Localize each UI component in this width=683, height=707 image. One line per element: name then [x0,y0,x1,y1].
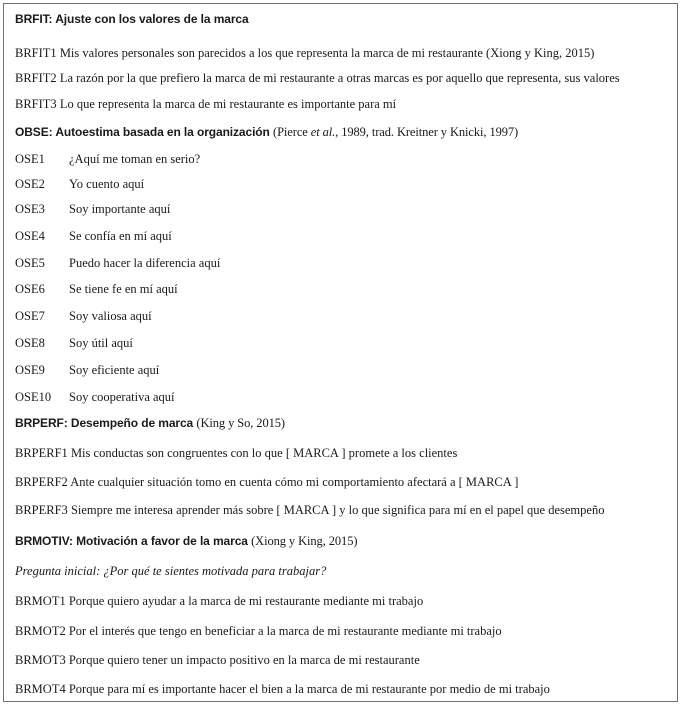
ose-item-7 [15,308,152,324]
item-text: Porque para mí es importante hacer el bien a la marca de mi restaurante por medio de mi trabajo [68,682,550,696]
item-text: Soy eficiente aquí [69,363,160,377]
item-text: Porque quiero ayudar a la marca de mi restaurante mediante mi trabajo [68,594,424,608]
brfit-item-1 [15,45,594,61]
item-code: OSE4 [15,229,45,243]
ose-item-6 [15,281,178,297]
brmot-item-2 [15,623,502,639]
item-text: Se confía en mí aquí [69,229,172,243]
brmot-item-4 [15,681,550,697]
brfit-item-2 [15,70,620,86]
item-code: BRMOT4 [15,682,66,696]
brmotiv-subtitle: Motivación a favor de la marca [76,534,248,548]
brmotiv-title: BRMOTIV: [15,534,73,548]
brmot-item-1 [15,593,423,609]
item-code: OSE6 [15,282,45,296]
obse-reference: (Pierce et al., 1989, trad. Kreitner y Knicki, 1997) [273,125,519,139]
item-text: Mis conductas son congruentes con lo que [ MARCA ] promete a los clientes [70,446,458,460]
brperf-item-2 [15,474,518,490]
ose-item-9 [15,362,159,378]
brfit-heading [15,11,249,27]
item-text: Soy importante aquí [69,202,171,216]
ose-item-4 [15,228,172,244]
item-code: OSE5 [15,256,45,270]
item-text: Soy cooperativa aquí [69,390,175,404]
item-text: Por el interés que tengo en beneficiar a la marca de mi restaurante mediante mi trabajo [68,624,502,638]
item-text: Mis valores personales son parecidos a los que representa la marca de mi restaurante (Xiong y King, 2015) [59,46,595,60]
item-code: BRPERF2 [15,475,68,489]
item-text: Puedo hacer la diferencia aquí [69,256,221,270]
brmotiv-question: Pregunta inicial: ¿Por qué te sientes motivada para trabajar? [15,564,327,578]
item-code: BRPERF3 [15,503,68,517]
brmotiv-heading [15,533,357,549]
item-code: OSE9 [15,363,45,377]
item-code: BRMOT2 [15,624,66,638]
item-code: OSE3 [15,202,45,216]
brperf-heading [15,415,285,431]
brfit-subtitle: Ajuste con los valores de la marca [55,12,249,26]
item-code: BRFIT2 [15,71,57,85]
item-code: OSE8 [15,336,45,350]
ose-item-1 [15,151,200,167]
ose-item-5 [15,255,220,271]
item-code: OSE7 [15,309,45,323]
brmot-item-3 [15,652,420,668]
brperf-reference: (King y So, 2015) [196,416,285,430]
obse-subtitle: Autoestima basada en la organización [55,125,270,139]
item-code: BRMOT3 [15,653,66,667]
item-text: Porque quiero tener un impacto positivo en la marca de mi restaurante [68,653,420,667]
ose-item-3 [15,201,170,217]
item-text: Lo que representa la marca de mi restaurante es importante para mí [59,97,397,111]
item-code: OSE10 [15,390,52,404]
item-text: Ante cualquier situación tomo en cuenta cómo mi comportamiento afectará a [ MARCA ] [70,475,519,489]
item-code: OSE2 [15,177,45,191]
brperf-title: BRPERF: [15,416,68,430]
item-code: BRMOT1 [15,594,66,608]
brmotiv-reference: (Xiong y King, 2015) [251,534,358,548]
item-text: Soy valiosa aquí [69,309,152,323]
obse-heading [15,124,518,140]
ose-item-2 [15,176,144,192]
brperf-item-3 [15,502,604,518]
item-code: OSE1 [15,152,45,166]
item-text: La razón por la que prefiero la marca de mi restaurante a otras marcas es por aquello que representa, sus valores [59,71,620,85]
item-text: ¿Aquí me toman en serio? [69,152,201,166]
ose-item-8 [15,335,133,351]
item-code: BRPERF1 [15,446,68,460]
obse-title: OBSE: [15,125,53,139]
item-code: BRFIT1 [15,46,57,60]
item-code: BRFIT3 [15,97,57,111]
table-frame [3,3,678,702]
brperf-item-1 [15,445,457,461]
brfit-item-3 [15,96,396,112]
item-text: Siempre me interesa aprender más sobre [ MARCA ] y lo que significa para mí en el papel que desempeño [70,503,605,517]
item-text: Yo cuento aquí [69,177,145,191]
ose-item-10 [15,389,175,405]
item-text: Soy útil aquí [69,336,133,350]
item-text: Se tiene fe en mí aquí [69,282,178,296]
brfit-title: BRFIT: [15,12,53,26]
brperf-subtitle: Desempeño de marca [70,416,194,430]
